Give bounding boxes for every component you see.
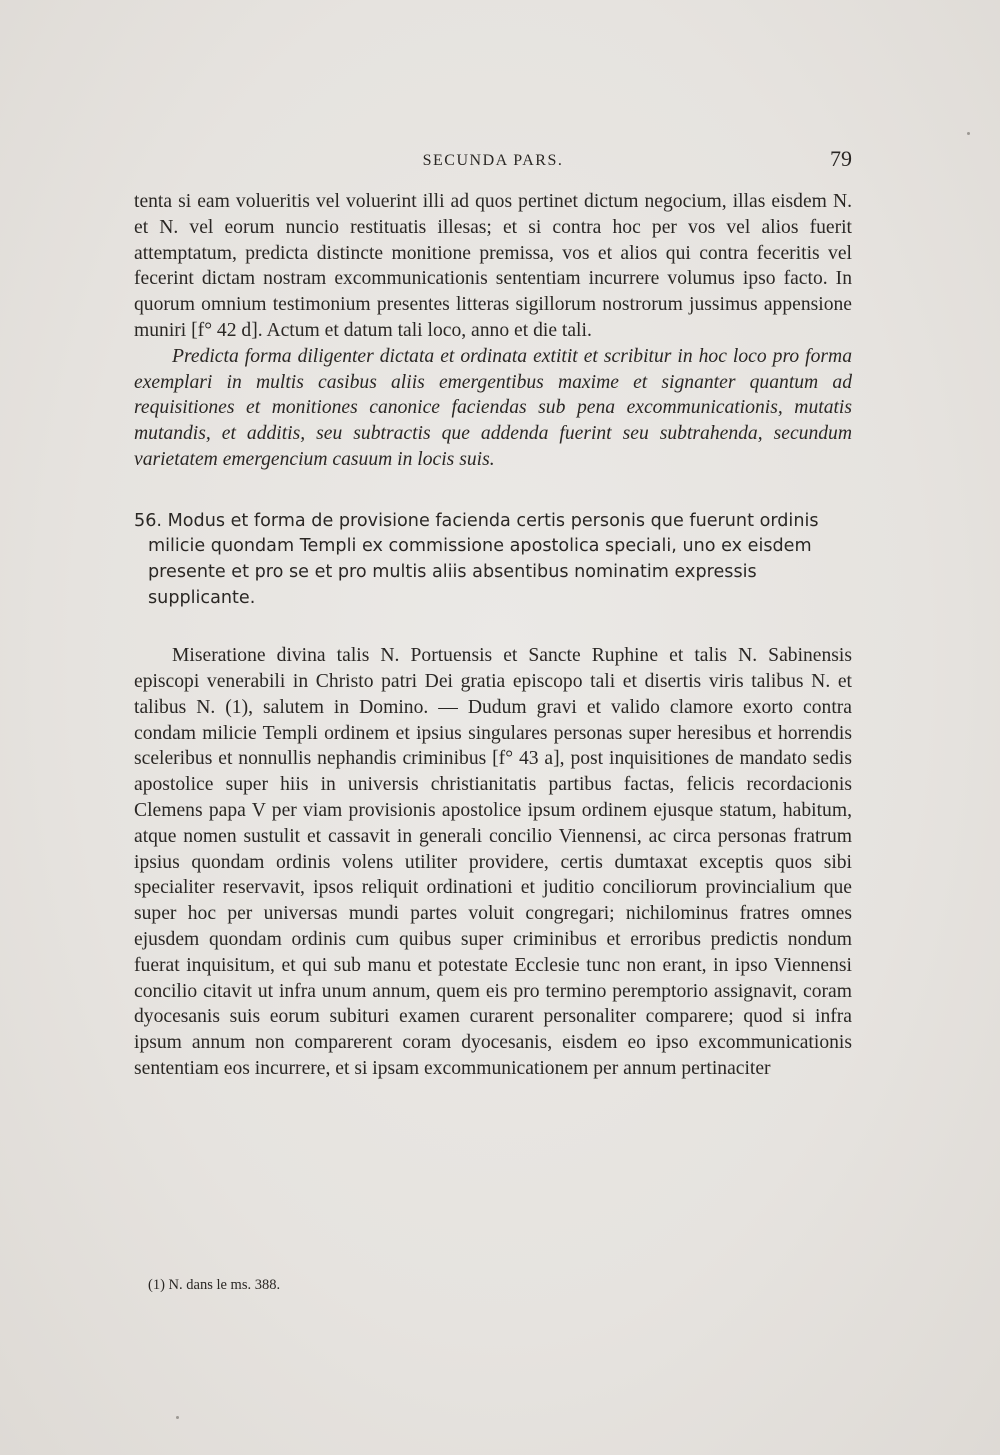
italic-note-paragraph: Predicta forma diligenter dictata et ordinata extitit et scribitur in hoc loco pro forma exemplari in multis casibus aliis emergentibus maxime et signanter quantum ad requisitiones et monitiones canonice faciendas sub pena excommunicationis, mutatis mutandis, et additis, seu subtractis que addenda fuerint seu subtrahenda, secundum varietatem emergencium casuum in locis suis. [134, 345, 852, 470]
section-number: 56. [134, 510, 162, 531]
main-paragraph: Miseratione divina talis N. Portuensis et Sancte Ruphine et talis N. Sabinensis episcopi venerabili in Christo patri Dei gratia episcopo tali et disertis viris talibus N. et talibus N. (1), salutem in Domino. — Dudum gravi et valido clamore exorto contra condam milicie Templi ordinem et ipsius singulares personas super heresibus et horrendis sceleribus et nonnullis nephandis criminibus [f° 43 a], post inquisitiones de mandato sedis apostolice super hiis in universis christianitatis partibus factas, felicis recordacionis Clemens papa V per viam provisionis apostolice ipsum ordinem ejusque statum, habitum, atque nomen sustulit et cassavit in generali concilio Viennensi, ac circa personas fratrum ipsius quondam ordinis volens utiliter providere, certis dumtaxat exceptis quos sibi specialiter reservavit, ipsos reliquit ordinationi et juditio conciliorum provincialium que super hoc per universas mundi partes voluit congregari; nichilominus fratres omnes ejusdem quondam ordinis cum quibus super criminibus et erroribus predictis nondum fuerat inquisitum, et qui sub manu et potestate Ecclesie tunc non erant, in ipso Viennensi concilio citavit ut infra unum annum, quem eis pro termino peremptorio assignavit, coram dyocesanis suis eorum subituri examen curarent personaliter comparere; quod si infra ipsum annum non comparerent coram dyocesanis, eisdem eo ipso excommunicationis sententiam eos incurrere, et si ipsam excommunicationem per annum pertinaciter [134, 645, 852, 1079]
page-number: 79 [830, 146, 852, 171]
running-head: SECUNDA PARS. [422, 152, 564, 169]
section-title: Modus et forma de provisione facienda certis personis que fuerunt ordinis milicie quondam Templi ex commissione apostolica speciali, uno ex eisdem presente et pro se et pro multis aliis absentibus nominatim expressis supplicante. [148, 510, 819, 608]
footnote: (1) N. dans le ms. 388. [148, 1277, 281, 1293]
paper-speck [176, 1416, 179, 1419]
continuation-paragraph: tenta si eam volueritis vel voluerint illi ad quos pertinet dictum negocium, illas eisdem N. et N. vel eorum nuncio restituatis illesas; et si contra hoc per vos vel alios fuerit attemptatum, predicta distincte monitione premissa, vos et alios qui contra feceritis vel fecerint dictam nostram excommunicationis sententiam incurrere volumus ipso facto. In quorum omnium testimonium presentes litteras sigillorum nostrorum jussimus appensione muniri [f° 42 d]. Actum et datum tali loco, anno et die tali. [134, 191, 852, 341]
section-heading [134, 509, 852, 611]
page-header [134, 146, 852, 176]
body-text [134, 189, 852, 1082]
paper-speck [967, 132, 970, 135]
